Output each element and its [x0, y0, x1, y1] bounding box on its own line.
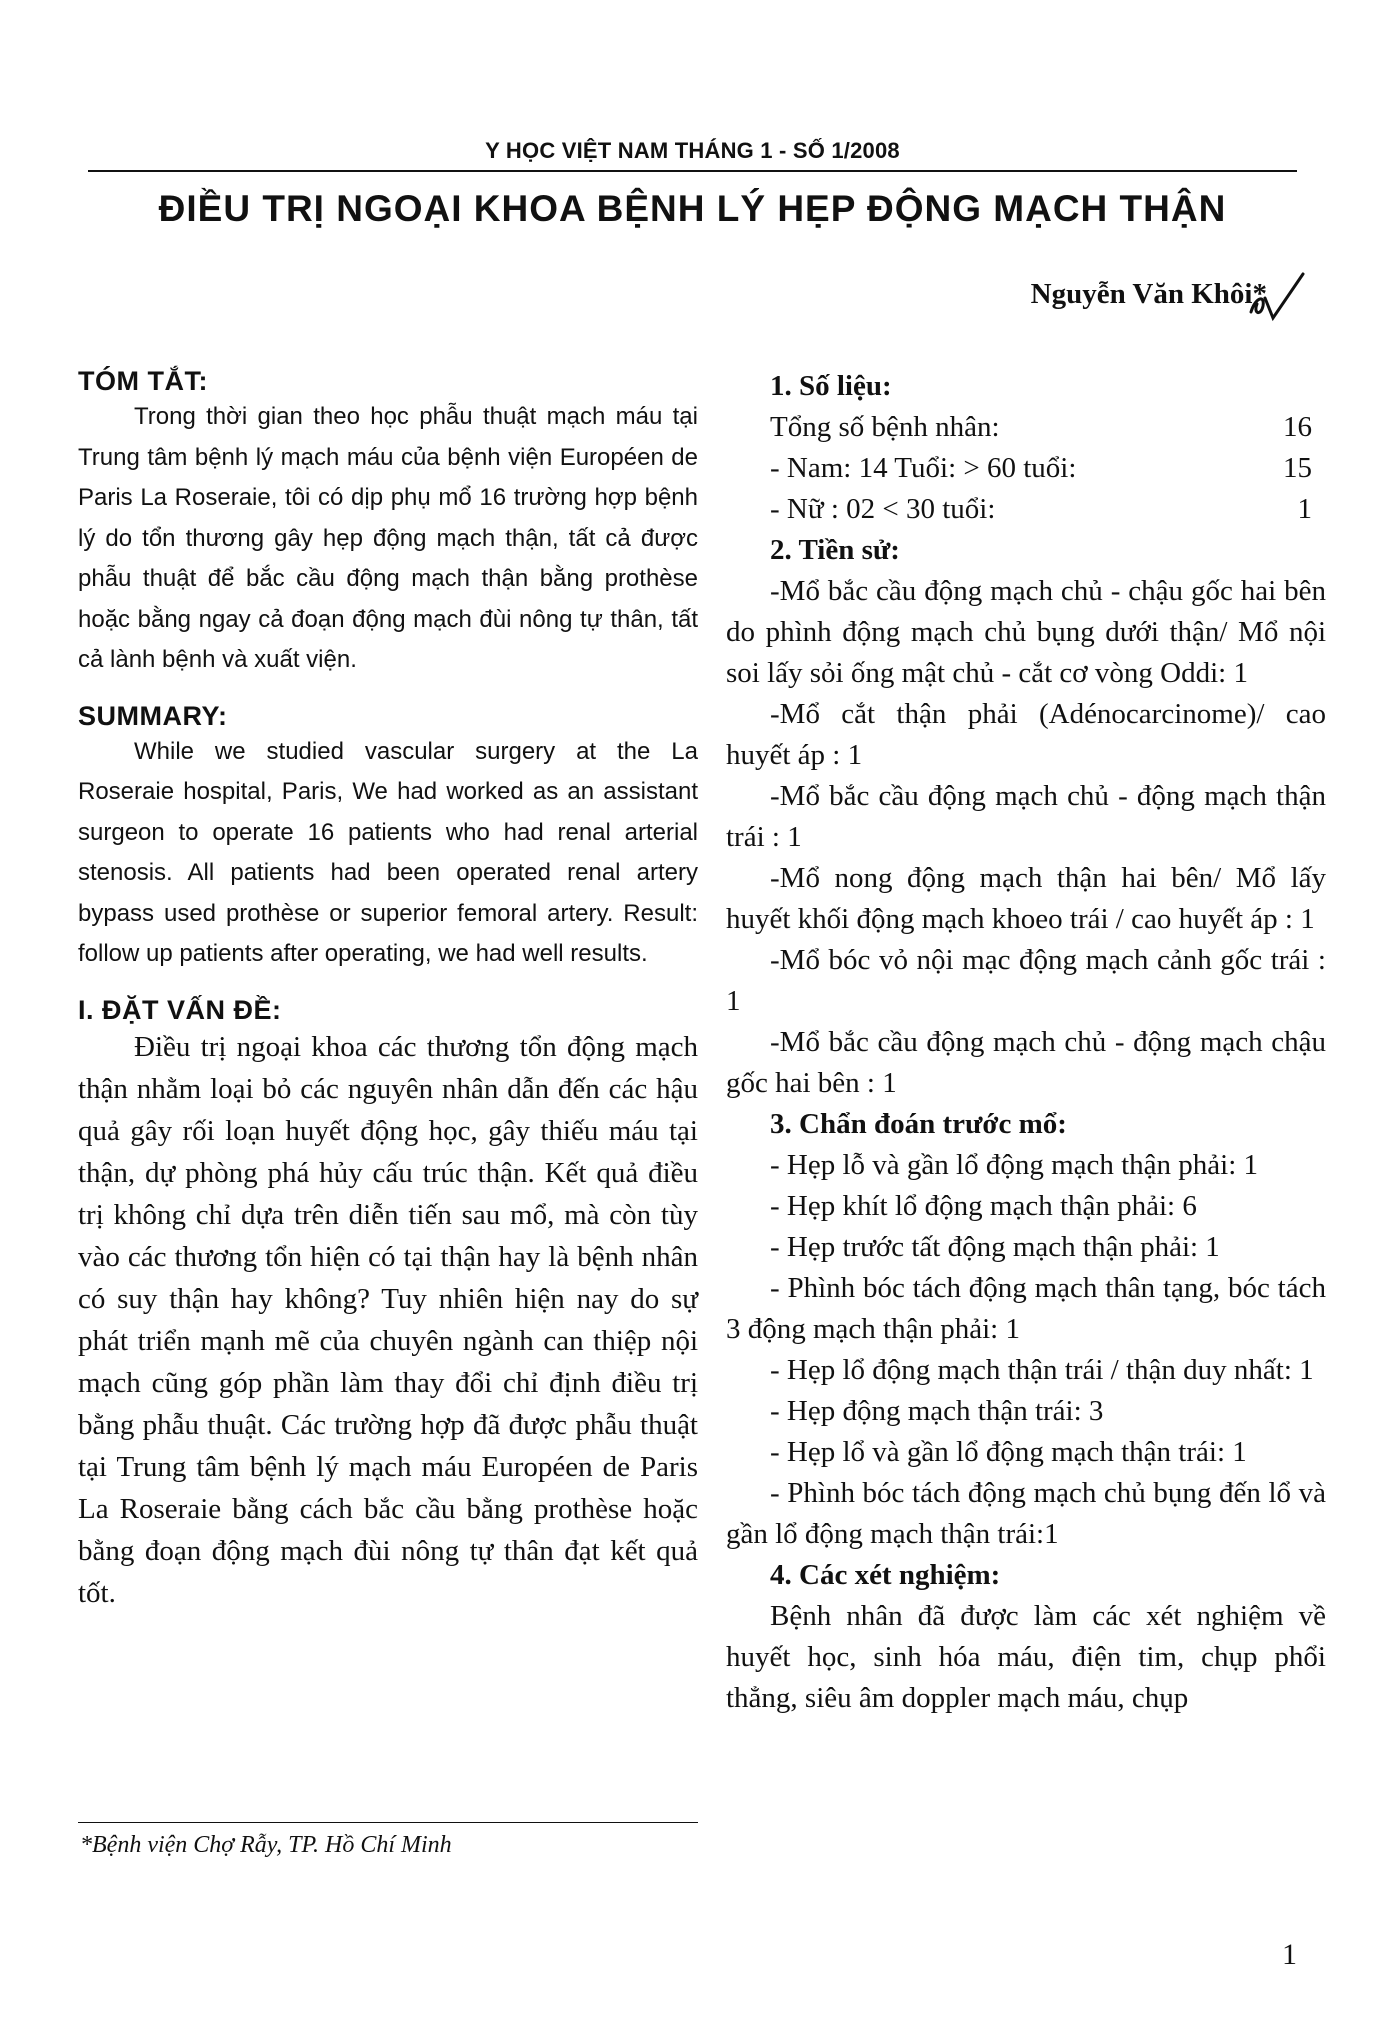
history-item: -Mổ bắc cầu động mạch chủ - động mạch chậu gốc hai bên : 1 — [726, 1026, 1326, 1099]
stat-value: 15 — [1283, 452, 1312, 484]
diagnosis-item: - Hẹp động mạch thận trái: 3 — [770, 1395, 1104, 1427]
history-heading: 2. Tiền sử: — [770, 534, 900, 566]
stat-row — [726, 407, 1326, 448]
diagnosis-item: - Hẹp lổ và gần lổ động mạch thận trái: 1 — [770, 1436, 1247, 1468]
stat-label: Tổng số bệnh nhân: — [770, 411, 1000, 443]
diagnosis-item: - Hẹp trước tất động mạch thận phải: 1 — [770, 1231, 1220, 1263]
history-item: -Mổ cắt thận phải (Adénocarcinome)/ cao huyết áp : 1 — [726, 698, 1326, 771]
header-divider — [88, 170, 1297, 172]
stat-label: - Nam: 14 Tuổi: > 60 tuổi: — [770, 452, 1077, 484]
diagnosis-item: - Hẹp khít lổ động mạch thận phải: 6 — [770, 1190, 1197, 1222]
diagnosis-item: - Hẹp lỗ và gần lổ động mạch thận phải: 1 — [770, 1149, 1259, 1181]
diagnosis-item: - Phình bóc tách động mạch thân tạng, bóc tách 3 động mạch thận phải: 1 — [726, 1272, 1326, 1345]
diagnosis-heading: 3. Chẩn đoán trước mổ: — [770, 1108, 1067, 1140]
data-heading: 1. Số liệu: — [770, 370, 892, 402]
stat-row — [726, 448, 1326, 489]
summary-text: While we studied vascular surgery at the La Roseraie hospital, Paris, We had worked as an assistant surgeon to operate 16 patients who had renal arterial stenosis. All patients had been operated renal artery bypass used prothèse or superior femoral artery. Result: follow up patients after operating, we had well results. — [78, 737, 698, 967]
author-name: Nguyễn Văn Khôi* — [1030, 278, 1267, 310]
stat-label: - Nữ : 02 < 30 tuổi: — [770, 493, 996, 525]
author-signature — [1245, 268, 1307, 324]
right-column — [726, 366, 1326, 1719]
history-item: -Mổ nong động mạch thận hai bên/ Mổ lấy huyết khối động mạch khoeo trái / cao huyết áp : 1 — [726, 862, 1326, 935]
stat-row — [726, 489, 1326, 530]
left-column — [78, 366, 698, 1614]
stat-value: 16 — [1283, 411, 1312, 443]
diagnosis-item: - Phình bóc tách động mạch chủ bụng đến lổ và gần lổ động mạch thận trái:1 — [726, 1477, 1326, 1550]
tests-heading: 4. Các xét nghiệm: — [770, 1559, 1001, 1591]
intro-heading: I. ĐẶT VẤN ĐỀ: — [78, 994, 282, 1025]
stat-value: 1 — [1297, 493, 1312, 525]
history-item: -Mổ bóc vỏ nội mạc động mạch cảnh gốc trái : 1 — [726, 944, 1326, 1017]
summary-heading: SUMMARY: — [78, 700, 228, 731]
tests-text: Bệnh nhân đã được làm các xét nghiệm về huyết học, sinh hóa máu, điện tim, chụp phổi thẳng, siêu âm doppler mạch máu, chụp — [726, 1600, 1326, 1714]
diagnosis-item: - Hẹp lổ động mạch thận trái / thận duy nhất: 1 — [770, 1354, 1314, 1386]
history-item: -Mổ bắc cầu động mạch chủ - chậu gốc hai bên do phình động mạch chủ bụng dưới thận/ Mổ nội soi lấy sỏi ống mật chủ - cắt cơ vòng Oddi: 1 — [726, 575, 1326, 689]
article-title: ĐIỀU TRỊ NGOẠI KHOA BỆNH LÝ HẸP ĐỘNG MẠCH THẬN — [158, 188, 1227, 229]
journal-header: Y HỌC VIỆT NAM THÁNG 1 - SỐ 1/2008 — [485, 138, 900, 163]
page-number: 1 — [1282, 1938, 1297, 1971]
abstract-vi-heading: TÓM TẮT: — [78, 366, 208, 396]
history-item: -Mổ bắc cầu động mạch chủ - động mạch thận trái : 1 — [726, 780, 1326, 853]
footnote: *Bệnh viện Chợ Rẫy, TP. Hồ Chí Minh — [80, 1832, 452, 1858]
abstract-vi-text: Trong thời gian theo học phẫu thuật mạch máu tại Trung tâm bệnh lý mạch máu của bệnh viện Européen de Paris La Roseraie, tôi có dịp phụ mổ 16 trường hợp bệnh lý do tổn thương gây hẹp động mạch thận, tất cả được phẫu thuật để bắc cầu động mạch thận bằng prothèse hoặc bằng ngay cả đoạn động mạch đùi nông tự thân, tất cả lành bệnh và xuất viện. — [78, 403, 698, 673]
intro-text: Điều trị ngoại khoa các thương tổn động mạch thận nhằm loại bỏ các nguyên nhân dẫn đến các hậu quả gây rối loạn huyết động học, gây thiếu máu tại thận, dự phòng phá hủy cấu trúc thận. Kết quả điều trị không chỉ dựa trên diễn tiến sau mổ, mà còn tùy vào các thương tổn hiện có tại thận hay là bệnh nhân có suy thận hay không? Tuy nhiên hiện nay do sự phát triển mạnh mẽ của chuyên ngành can thiệp nội mạch cũng góp phần làm thay đổi chỉ định điều trị bằng phẫu thuật. Các trường hợp đã được phẫu thuật tại Trung tâm bệnh lý mạch máu Européen de Paris La Roseraie bằng cách bắc cầu bằng prothèse hoặc bằng đoạn động mạch đùi nông tự thân đạt kết quả tốt. — [78, 1030, 698, 1609]
footnote-divider — [78, 1822, 698, 1823]
